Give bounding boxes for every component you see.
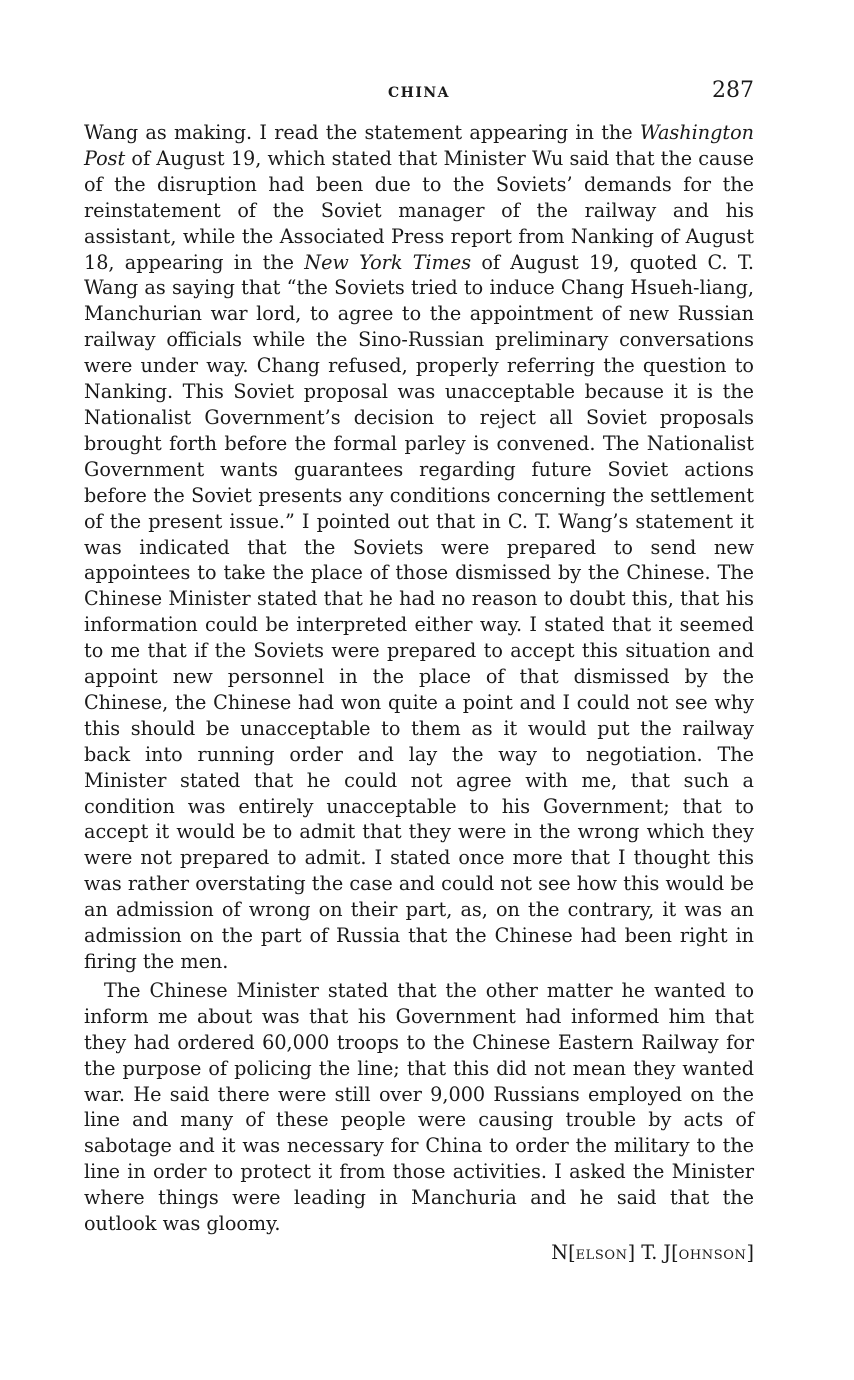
document-page bbox=[84, 78, 754, 1269]
paragraph-2: The Chinese Minister stated that the other matter he wanted to inform me about was that his Government had informed him that they had ordered 60,000 troops to the Chinese Eastern Railway for the purpose of policing the line; that this did not mean they wanted war. He said there were still over 9,000 Russians employed on the line and many of these people were causing trouble by acts of sabotage and it was necessary for China to order the military to the line in order to protect it from those activities. I asked the Minister where things were leading in Manchuria and he said that the outlook was gloomy. bbox=[84, 978, 754, 1236]
page-number: 287 bbox=[712, 78, 754, 103]
running-title: CHINA bbox=[387, 85, 451, 101]
paragraph-1-text-a: Wang as making. I read the statement appearing in the bbox=[84, 121, 640, 144]
newspaper-title-washington-post: Washington Post bbox=[84, 121, 754, 170]
paragraph-1-text-c: of August 19, quoted C. T. Wang as saying that “the Soviets tried to induce Chang Hsueh-liang, Manchurian war lord, to agree to the appointment of new Russian railway officials while the Sino-Russian preliminary conversations were under way. Chang refused, properly referring the question to Nanking. This Soviet proposal was unacceptable because it is the Nationalist Government’s decision to reject all Soviet proposals brought forth before the formal parley is convened. The Nationalist Government wants guarantees regarding future Soviet actions before the Soviet presents any conditions concerning the settlement of the present issue.” I pointed out that in C. T. Wang’s statement it was indicated that the Soviets were prepared to send new appointees to take the place of those dismissed by the Chinese. The Chinese Minister stated that he had no reason to doubt this, that his information could be interpreted either way. I stated that it seemed to me that if the Soviets were prepared to accept this situation and appoint new personnel in the place of that dismissed by the Chinese, the Chinese had won quite a point and I could not see why this should be unacceptable to them as it would put the railway back into running order and lay the way to negotiation. The Minister stated that he could not agree with me, that such a condition was entirely unacceptable to his Government; that to accept it would be to admit that they were in the wrong which they were not prepared to admit. I stated once more that I thought this was rather overstating the case and could not see how this would be an admission of wrong on their part, as, on the contrary, it was an admission on the part of Russia that the Chinese had been right in firing the men. bbox=[84, 250, 755, 973]
signature-part-2: ] T. J[ bbox=[627, 1240, 679, 1264]
paragraph-1 bbox=[84, 120, 754, 975]
body-text bbox=[84, 120, 754, 1269]
signature-smallcaps-2: OHNSON bbox=[678, 1247, 747, 1263]
signature-part-3: ] bbox=[746, 1240, 754, 1264]
running-header bbox=[84, 78, 754, 108]
signature-part-1: N[ bbox=[551, 1240, 576, 1264]
signature bbox=[84, 1240, 754, 1269]
newspaper-title-new-york-times: New York Times bbox=[304, 250, 472, 274]
signature-smallcaps-1: ELSON bbox=[575, 1247, 628, 1263]
paragraph-1-text-b: of August 19, which stated that Minister Wu said that the cause of the disruption had been due to the Soviets’ demands for the reinstatement of the Soviet manager of the railway and his assistant, while the Associated Press report from Nanking of August 18, appearing in the bbox=[84, 146, 754, 274]
